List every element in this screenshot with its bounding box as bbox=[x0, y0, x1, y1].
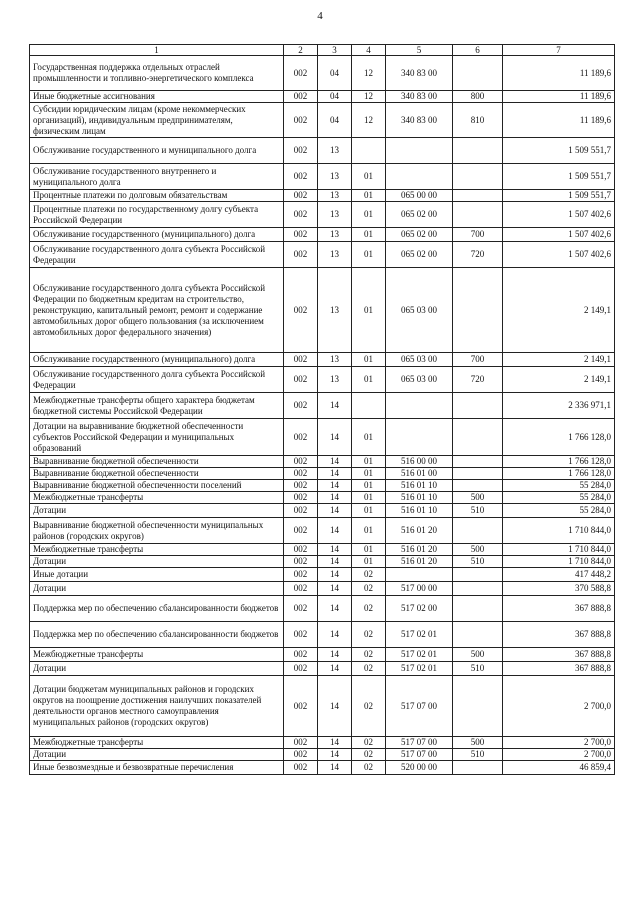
expense-type-cell: 810 bbox=[453, 103, 503, 138]
ministry-code-cell: 002 bbox=[284, 393, 318, 419]
expense-type-cell: 720 bbox=[453, 367, 503, 393]
target-article-cell: 517 02 01 bbox=[386, 662, 453, 676]
amount-cell: 367 888,8 bbox=[503, 648, 615, 662]
expense-type-cell bbox=[453, 676, 503, 737]
section-code-cell: 13 bbox=[318, 190, 352, 202]
amount-cell: 367 888,8 bbox=[503, 622, 615, 648]
expense-type-cell bbox=[453, 190, 503, 202]
column-header-section: 3 bbox=[318, 45, 352, 56]
target-article-cell: 065 02 00 bbox=[386, 202, 453, 228]
column-header-expense-type: 6 bbox=[453, 45, 503, 56]
table-row bbox=[30, 468, 615, 480]
expense-type-cell bbox=[453, 518, 503, 544]
table-row bbox=[30, 504, 615, 518]
expense-type-cell bbox=[453, 164, 503, 190]
ministry-code-cell: 002 bbox=[284, 268, 318, 353]
row-name-cell: Межбюджетные трансферты bbox=[30, 737, 284, 749]
ministry-code-cell: 002 bbox=[284, 242, 318, 268]
table-row bbox=[30, 568, 615, 582]
amount-cell: 2 149,1 bbox=[503, 268, 615, 353]
subsection-code-cell: 01 bbox=[352, 268, 386, 353]
table-row bbox=[30, 596, 615, 622]
table-row bbox=[30, 164, 615, 190]
section-code-cell: 14 bbox=[318, 622, 352, 648]
section-code-cell: 14 bbox=[318, 492, 352, 504]
budget-table bbox=[29, 44, 615, 775]
amount-cell: 1 710 844,0 bbox=[503, 556, 615, 568]
ministry-code-cell: 002 bbox=[284, 737, 318, 749]
section-code-cell: 14 bbox=[318, 544, 352, 556]
amount-cell: 367 888,8 bbox=[503, 662, 615, 676]
target-article-cell: 517 07 00 bbox=[386, 737, 453, 749]
amount-cell: 46 859,4 bbox=[503, 761, 615, 775]
section-code-cell: 14 bbox=[318, 393, 352, 419]
expense-type-cell bbox=[453, 622, 503, 648]
row-name-cell: Обслуживание государственного (муниципального) долга bbox=[30, 353, 284, 367]
row-name-cell: Иные дотации bbox=[30, 568, 284, 582]
ministry-code-cell: 002 bbox=[284, 56, 318, 91]
amount-cell: 1 507 402,6 bbox=[503, 202, 615, 228]
amount-cell: 1 766 128,0 bbox=[503, 468, 615, 480]
table-row bbox=[30, 518, 615, 544]
subsection-code-cell: 01 bbox=[352, 544, 386, 556]
amount-cell: 2 336 971,1 bbox=[503, 393, 615, 419]
subsection-code-cell: 01 bbox=[352, 367, 386, 393]
column-header-subsection: 4 bbox=[352, 45, 386, 56]
ministry-code-cell: 002 bbox=[284, 492, 318, 504]
column-header-amount: 7 bbox=[503, 45, 615, 56]
ministry-code-cell: 002 bbox=[284, 456, 318, 468]
expense-type-cell: 500 bbox=[453, 492, 503, 504]
amount-cell: 11 189,6 bbox=[503, 91, 615, 103]
ministry-code-cell: 002 bbox=[284, 138, 318, 164]
row-name-cell: Выравнивание бюджетной обеспеченности поселений bbox=[30, 480, 284, 492]
section-code-cell: 14 bbox=[318, 504, 352, 518]
section-code-cell: 13 bbox=[318, 202, 352, 228]
target-article-cell bbox=[386, 419, 453, 456]
expense-type-cell bbox=[453, 456, 503, 468]
expense-type-cell: 510 bbox=[453, 556, 503, 568]
table-row bbox=[30, 242, 615, 268]
subsection-code-cell: 02 bbox=[352, 622, 386, 648]
section-code-cell: 14 bbox=[318, 456, 352, 468]
section-code-cell: 14 bbox=[318, 749, 352, 761]
section-code-cell: 14 bbox=[318, 556, 352, 568]
target-article-cell: 516 01 20 bbox=[386, 556, 453, 568]
amount-cell: 11 189,6 bbox=[503, 56, 615, 91]
section-code-cell: 13 bbox=[318, 228, 352, 242]
table-row bbox=[30, 56, 615, 91]
expense-type-cell: 720 bbox=[453, 242, 503, 268]
target-article-cell: 516 00 00 bbox=[386, 456, 453, 468]
ministry-code-cell: 002 bbox=[284, 556, 318, 568]
amount-cell: 1 507 402,6 bbox=[503, 242, 615, 268]
target-article-cell bbox=[386, 138, 453, 164]
target-article-cell: 517 02 01 bbox=[386, 648, 453, 662]
row-name-cell: Дотации бюджетам муниципальных районов и городских округов на поощрение достижения наилучших показателей деятельности органов местного самоуправления муниципальных районов (городских округов) bbox=[30, 676, 284, 737]
target-article-cell: 065 03 00 bbox=[386, 353, 453, 367]
amount-cell: 2 700,0 bbox=[503, 749, 615, 761]
amount-cell: 55 284,0 bbox=[503, 504, 615, 518]
row-name-cell: Межбюджетные трансферты bbox=[30, 648, 284, 662]
subsection-code-cell bbox=[352, 393, 386, 419]
table-row bbox=[30, 103, 615, 138]
row-name-cell: Процентные платежи по долговым обязательствам bbox=[30, 190, 284, 202]
ministry-code-cell: 002 bbox=[284, 582, 318, 596]
row-name-cell: Субсидии юридическим лицам (кроме некоммерческих организаций), индивидуальным предпринимателям, физическим лицам bbox=[30, 103, 284, 138]
subsection-code-cell: 01 bbox=[352, 504, 386, 518]
ministry-code-cell: 002 bbox=[284, 190, 318, 202]
ministry-code-cell: 002 bbox=[284, 761, 318, 775]
expense-type-cell bbox=[453, 761, 503, 775]
section-code-cell: 14 bbox=[318, 468, 352, 480]
amount-cell: 1 509 551,7 bbox=[503, 190, 615, 202]
expense-type-cell bbox=[453, 202, 503, 228]
amount-cell: 1 507 402,6 bbox=[503, 228, 615, 242]
target-article-cell: 517 07 00 bbox=[386, 749, 453, 761]
row-name-cell: Дотации bbox=[30, 556, 284, 568]
table-row bbox=[30, 138, 615, 164]
subsection-code-cell: 01 bbox=[352, 518, 386, 544]
expense-type-cell: 510 bbox=[453, 749, 503, 761]
target-article-cell: 065 02 00 bbox=[386, 228, 453, 242]
table-row bbox=[30, 556, 615, 568]
table-row bbox=[30, 737, 615, 749]
row-name-cell: Обслуживание государственного долга субъекта Российской Федерации bbox=[30, 242, 284, 268]
row-name-cell: Обслуживание государственного внутреннего и муниципального долга bbox=[30, 164, 284, 190]
row-name-cell: Межбюджетные трансферты bbox=[30, 492, 284, 504]
amount-cell: 1 710 844,0 bbox=[503, 544, 615, 556]
expense-type-cell: 500 bbox=[453, 648, 503, 662]
table-row bbox=[30, 393, 615, 419]
row-name-cell: Выравнивание бюджетной обеспеченности муниципальных районов (городских округов) bbox=[30, 518, 284, 544]
ministry-code-cell: 002 bbox=[284, 518, 318, 544]
section-code-cell: 13 bbox=[318, 367, 352, 393]
table-row bbox=[30, 353, 615, 367]
section-code-cell: 04 bbox=[318, 91, 352, 103]
table-row bbox=[30, 367, 615, 393]
expense-type-cell bbox=[453, 393, 503, 419]
row-name-cell: Процентные платежи по государственному долгу субъекта Российской Федерации bbox=[30, 202, 284, 228]
row-name-cell: Обслуживание государственного долга субъекта Российской Федерации по бюджетным кредитам на строительство, реконструкцию, капитальный ремонт, ремонт и содержание автомобильных дорог общего пользования (за исключением автомобильных дорог федерального значения) bbox=[30, 268, 284, 353]
subsection-code-cell: 12 bbox=[352, 56, 386, 91]
ministry-code-cell: 002 bbox=[284, 749, 318, 761]
section-code-cell: 13 bbox=[318, 138, 352, 164]
subsection-code-cell: 01 bbox=[352, 419, 386, 456]
page-number: 4 bbox=[317, 10, 323, 22]
target-article-cell: 516 01 20 bbox=[386, 544, 453, 556]
subsection-code-cell bbox=[352, 138, 386, 164]
target-article-cell bbox=[386, 568, 453, 582]
row-name-cell: Поддержка мер по обеспечению сбалансированности бюджетов bbox=[30, 622, 284, 648]
table-row bbox=[30, 662, 615, 676]
table-row bbox=[30, 648, 615, 662]
section-code-cell: 14 bbox=[318, 568, 352, 582]
target-article-cell: 065 03 00 bbox=[386, 367, 453, 393]
expense-type-cell bbox=[453, 480, 503, 492]
ministry-code-cell: 002 bbox=[284, 568, 318, 582]
section-code-cell: 13 bbox=[318, 353, 352, 367]
subsection-code-cell: 02 bbox=[352, 676, 386, 737]
amount-cell: 1 509 551,7 bbox=[503, 164, 615, 190]
row-name-cell: Обслуживание государственного (муниципального) долга bbox=[30, 228, 284, 242]
subsection-code-cell: 02 bbox=[352, 648, 386, 662]
ministry-code-cell: 002 bbox=[284, 648, 318, 662]
expense-type-cell: 700 bbox=[453, 353, 503, 367]
section-code-cell: 04 bbox=[318, 103, 352, 138]
section-code-cell: 13 bbox=[318, 164, 352, 190]
table-row bbox=[30, 761, 615, 775]
row-name-cell: Обслуживание государственного долга субъекта Российской Федерации bbox=[30, 367, 284, 393]
row-name-cell: Обслуживание государственного и муниципального долга bbox=[30, 138, 284, 164]
subsection-code-cell: 12 bbox=[352, 91, 386, 103]
subsection-code-cell: 02 bbox=[352, 737, 386, 749]
target-article-cell: 065 00 00 bbox=[386, 190, 453, 202]
amount-cell: 55 284,0 bbox=[503, 492, 615, 504]
row-name-cell: Дотации на выравнивание бюджетной обеспеченности субъектов Российской Федерации и муниципальных образований bbox=[30, 419, 284, 456]
section-code-cell: 14 bbox=[318, 648, 352, 662]
amount-cell: 2 700,0 bbox=[503, 737, 615, 749]
row-name-cell: Иные безвозмездные и безвозвратные перечисления bbox=[30, 761, 284, 775]
table-row bbox=[30, 202, 615, 228]
amount-cell: 417 448,2 bbox=[503, 568, 615, 582]
row-name-cell: Межбюджетные трансферты bbox=[30, 544, 284, 556]
target-article-cell: 516 01 10 bbox=[386, 492, 453, 504]
expense-type-cell bbox=[453, 268, 503, 353]
row-name-cell: Поддержка мер по обеспечению сбалансированности бюджетов bbox=[30, 596, 284, 622]
ministry-code-cell: 002 bbox=[284, 504, 318, 518]
amount-cell: 1 710 844,0 bbox=[503, 518, 615, 544]
target-article-cell: 517 02 00 bbox=[386, 596, 453, 622]
amount-cell: 1 766 128,0 bbox=[503, 456, 615, 468]
expense-type-cell bbox=[453, 56, 503, 91]
row-name-cell: Межбюджетные трансферты общего характера бюджетам бюджетной системы Российской Федерации bbox=[30, 393, 284, 419]
subsection-code-cell: 12 bbox=[352, 103, 386, 138]
table-row bbox=[30, 544, 615, 556]
subsection-code-cell: 01 bbox=[352, 164, 386, 190]
subsection-code-cell: 01 bbox=[352, 190, 386, 202]
row-name-cell: Выравнивание бюджетной обеспеченности bbox=[30, 456, 284, 468]
row-name-cell: Государственная поддержка отдельных отраслей промышленности и топливно-энергетического комплекса bbox=[30, 56, 284, 91]
expense-type-cell: 500 bbox=[453, 544, 503, 556]
section-code-cell: 14 bbox=[318, 582, 352, 596]
subsection-code-cell: 02 bbox=[352, 596, 386, 622]
subsection-code-cell: 01 bbox=[352, 242, 386, 268]
ministry-code-cell: 002 bbox=[284, 91, 318, 103]
row-name-cell: Дотации bbox=[30, 504, 284, 518]
expense-type-cell bbox=[453, 419, 503, 456]
amount-cell: 11 189,6 bbox=[503, 103, 615, 138]
ministry-code-cell: 002 bbox=[284, 103, 318, 138]
table-row bbox=[30, 492, 615, 504]
subsection-code-cell: 01 bbox=[352, 456, 386, 468]
table-row bbox=[30, 228, 615, 242]
row-name-cell: Иные бюджетные ассигнования bbox=[30, 91, 284, 103]
section-code-cell: 04 bbox=[318, 56, 352, 91]
amount-cell: 2 149,1 bbox=[503, 367, 615, 393]
target-article-cell: 516 01 20 bbox=[386, 518, 453, 544]
table-row bbox=[30, 419, 615, 456]
subsection-code-cell: 01 bbox=[352, 480, 386, 492]
subsection-code-cell: 02 bbox=[352, 582, 386, 596]
ministry-code-cell: 002 bbox=[284, 164, 318, 190]
table-row bbox=[30, 676, 615, 737]
amount-cell: 1 509 551,7 bbox=[503, 138, 615, 164]
table-row bbox=[30, 190, 615, 202]
section-code-cell: 14 bbox=[318, 596, 352, 622]
amount-cell: 55 284,0 bbox=[503, 480, 615, 492]
section-code-cell: 14 bbox=[318, 737, 352, 749]
ministry-code-cell: 002 bbox=[284, 468, 318, 480]
column-header-target-code: 5 bbox=[386, 45, 453, 56]
table-row bbox=[30, 582, 615, 596]
subsection-code-cell: 01 bbox=[352, 556, 386, 568]
column-header-name: 1 bbox=[30, 45, 284, 56]
table-row bbox=[30, 480, 615, 492]
amount-cell: 367 888,8 bbox=[503, 596, 615, 622]
target-article-cell: 517 02 01 bbox=[386, 622, 453, 648]
section-code-cell: 14 bbox=[318, 518, 352, 544]
target-article-cell: 516 01 10 bbox=[386, 480, 453, 492]
expense-type-cell bbox=[453, 582, 503, 596]
expense-type-cell bbox=[453, 138, 503, 164]
subsection-code-cell: 01 bbox=[352, 353, 386, 367]
expense-type-cell: 510 bbox=[453, 662, 503, 676]
ministry-code-cell: 002 bbox=[284, 676, 318, 737]
expense-type-cell: 500 bbox=[453, 737, 503, 749]
ministry-code-cell: 002 bbox=[284, 596, 318, 622]
expense-type-cell: 800 bbox=[453, 91, 503, 103]
table-row bbox=[30, 456, 615, 468]
section-code-cell: 14 bbox=[318, 480, 352, 492]
expense-type-cell: 700 bbox=[453, 228, 503, 242]
ministry-code-cell: 002 bbox=[284, 367, 318, 393]
section-code-cell: 13 bbox=[318, 268, 352, 353]
table-row bbox=[30, 91, 615, 103]
row-name-cell: Дотации bbox=[30, 662, 284, 676]
target-article-cell bbox=[386, 164, 453, 190]
ministry-code-cell: 002 bbox=[284, 228, 318, 242]
subsection-code-cell: 01 bbox=[352, 228, 386, 242]
expense-type-cell bbox=[453, 596, 503, 622]
ministry-code-cell: 002 bbox=[284, 662, 318, 676]
expense-type-cell bbox=[453, 568, 503, 582]
subsection-code-cell: 01 bbox=[352, 202, 386, 228]
section-code-cell: 14 bbox=[318, 419, 352, 456]
section-code-cell: 14 bbox=[318, 662, 352, 676]
amount-cell: 2 700,0 bbox=[503, 676, 615, 737]
subsection-code-cell: 02 bbox=[352, 568, 386, 582]
target-article-cell: 340 83 00 bbox=[386, 91, 453, 103]
section-code-cell: 13 bbox=[318, 242, 352, 268]
target-article-cell: 517 00 00 bbox=[386, 582, 453, 596]
subsection-code-cell: 02 bbox=[352, 662, 386, 676]
amount-cell: 370 588,8 bbox=[503, 582, 615, 596]
section-code-cell: 14 bbox=[318, 676, 352, 737]
table-row bbox=[30, 268, 615, 353]
row-name-cell: Дотации bbox=[30, 582, 284, 596]
ministry-code-cell: 002 bbox=[284, 622, 318, 648]
subsection-code-cell: 02 bbox=[352, 749, 386, 761]
target-article-cell: 065 02 00 bbox=[386, 242, 453, 268]
ministry-code-cell: 002 bbox=[284, 544, 318, 556]
amount-cell: 1 766 128,0 bbox=[503, 419, 615, 456]
row-name-cell: Дотации bbox=[30, 749, 284, 761]
ministry-code-cell: 002 bbox=[284, 480, 318, 492]
subsection-code-cell: 02 bbox=[352, 761, 386, 775]
target-article-cell: 516 01 10 bbox=[386, 504, 453, 518]
row-name-cell: Выравнивание бюджетной обеспеченности bbox=[30, 468, 284, 480]
ministry-code-cell: 002 bbox=[284, 202, 318, 228]
ministry-code-cell: 002 bbox=[284, 419, 318, 456]
target-article-cell: 340 83 00 bbox=[386, 103, 453, 138]
amount-cell: 2 149,1 bbox=[503, 353, 615, 367]
table-row bbox=[30, 622, 615, 648]
target-article-cell bbox=[386, 393, 453, 419]
section-code-cell: 14 bbox=[318, 761, 352, 775]
expense-type-cell: 510 bbox=[453, 504, 503, 518]
ministry-code-cell: 002 bbox=[284, 353, 318, 367]
target-article-cell: 340 83 00 bbox=[386, 56, 453, 91]
target-article-cell: 520 00 00 bbox=[386, 761, 453, 775]
column-header-ministry: 2 bbox=[284, 45, 318, 56]
table-row bbox=[30, 749, 615, 761]
expense-type-cell bbox=[453, 468, 503, 480]
subsection-code-cell: 01 bbox=[352, 468, 386, 480]
target-article-cell: 517 07 00 bbox=[386, 676, 453, 737]
subsection-code-cell: 01 bbox=[352, 492, 386, 504]
header-row bbox=[30, 45, 615, 56]
target-article-cell: 065 03 00 bbox=[386, 268, 453, 353]
target-article-cell: 516 01 00 bbox=[386, 468, 453, 480]
